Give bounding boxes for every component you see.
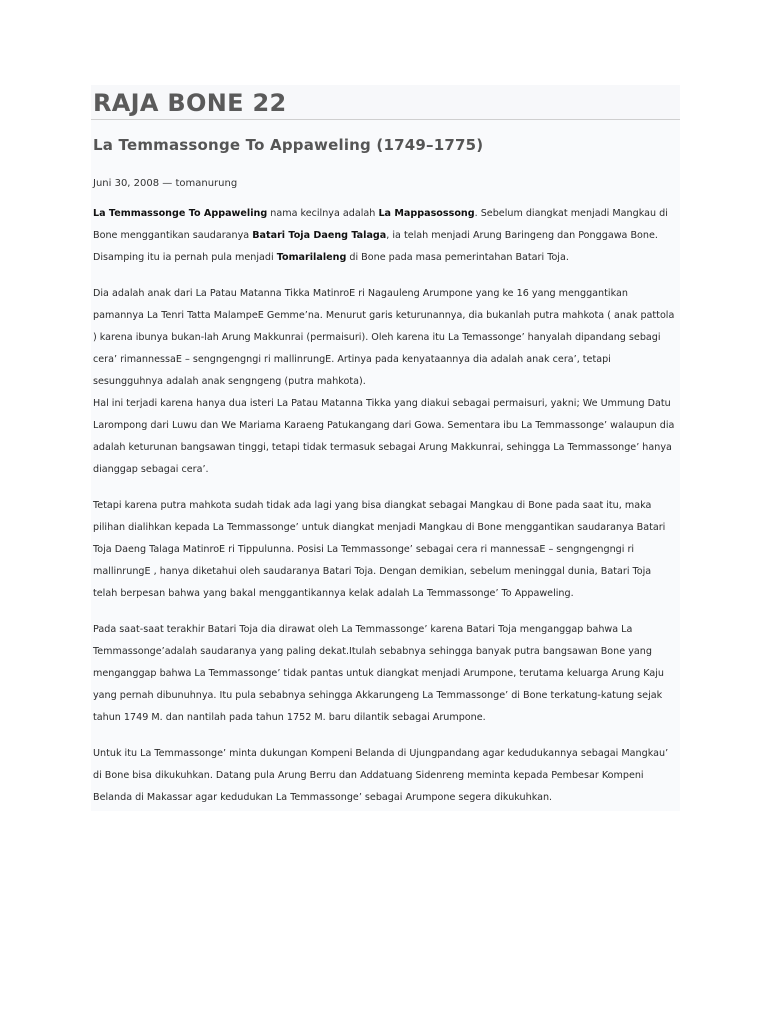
paragraph-3: Hal ini terjadi karena hanya dua isteri La Patau Matanna Tikka yang diakui sebagai permaisuri, yakni; We Ummung Datu Larompong dari Luwu dan We Mariama Karaeng Patukangang dari Gowa. Sementara ibu La Temmassonge’ walaupun dia adalah keturunan bangsawan tinggi, tetapi tidak termasuk sebagai Arung Makkunrai, sehingga La Temmassonge’ hanya dianggap sebagai cera’. xyxy=(93,398,675,475)
paragraph-2: Dia adalah anak dari La Patau Matanna Tikka MatinroE ri Nagauleng Arumpone yang ke 16 yang menggantikan pamannya La Tenri Tatta MalampeE Gemme’na. Menurut garis keturunannya, dia bukanlah putra mahkota ( anak pattola ) karena ibunya bukan-lah Arung Makkunrai (permaisuri). Oleh karena itu La Temassonge’ hanyalah dipandang sebagi cera’ rimannessaE – sengngengngi ri mallinrungE. Artinya pada kenyataannya dia adalah anak cera’, tetapi sesungguhnya adalah anak sengngeng (putra mahkota). xyxy=(93,288,675,387)
page xyxy=(93,85,678,811)
post-content xyxy=(91,120,680,811)
bold-name-3: Batari Toja Daeng Talaga xyxy=(252,230,387,241)
post-meta: Juni 30, 2008 — tomanurung xyxy=(93,178,238,189)
bold-name-4: Tomarilaleng xyxy=(276,252,347,263)
bold-name-2: La Mappasossong xyxy=(378,208,475,219)
blog-title: RAJA BONE 22 xyxy=(91,85,680,120)
text-span: di Bone pada masa pemerintahan Batari Toja. xyxy=(346,252,569,263)
text-span: . Sebelum diangkat menjadi Mangkau di Bone menggantikan saudaranya xyxy=(93,208,668,241)
bold-name-1: La Temmassonge To Appaweling xyxy=(93,208,268,219)
paragraph-5: Pada saat-saat terakhir Batari Toja dia dirawat oleh La Temmassonge’ karena Batari Toja menganggap bahwa La Temmassonge’adalah saudaranya yang paling dekat.Itulah sebabnya sehingga banyak putra bangsawan Bone yang menganggap bahwa La Temmassonge’ tidak pantas untuk diangkat menjadi Arumpone, terutama keluarga Arung Kaju yang pernah dibunuhnya. Itu pula sebabnya sehingga Akkarungeng La Temmassonge’ di Bone terkatung-katung sejak tahun 1749 M. dan nantilah pada tahun 1752 M. baru dilantik sebagai Arumpone. xyxy=(93,624,664,723)
paragraph-6: Untuk itu La Temmassonge’ minta dukungan Kompeni Belanda di Ujungpandang agar kedudukannya sebagai Mangkau’ di Bone bisa dikukuhkan. Datang pula Arung Berru dan Addatuang Sidenreng meminta kepada Pembesar Kompeni Belanda di Makassar agar kedudukan La Temmassonge’ sebagai Arumpone segera dikukuhkan. xyxy=(93,748,669,803)
text-span: nama kecilnya adalah xyxy=(267,208,379,219)
paragraph-1 xyxy=(93,203,678,269)
text-span: , ia telah menjadi Arung Baringeng dan Ponggawa Bone. Disamping itu ia pernah pula menjadi xyxy=(93,230,658,263)
post-title[interactable]: La Temmassonge To Appaweling (1749–1775) xyxy=(93,136,484,154)
paragraph-4: Tetapi karena putra mahkota sudah tidak ada lagi yang bisa diangkat sebagai Mangkau di Bone pada saat itu, maka pilihan dialihkan kepada La Temmassonge’ untuk diangkat menjadi Mangkau di Bone menggantikan saudaranya Batari Toja Daeng Talaga MatinroE ri Tippulunna. Posisi La Temmassonge’ sebagai cera ri mannessaE – sengngengngi ri mallinrungE , hanya diketahui oleh saudaranya Batari Toja. Dengan demikian, sebelum meninggal dunia, Batari Toja telah berpesan bahwa yang bakal menggantikannya kelak adalah La Temmassonge’ To Appaweling. xyxy=(93,500,666,599)
